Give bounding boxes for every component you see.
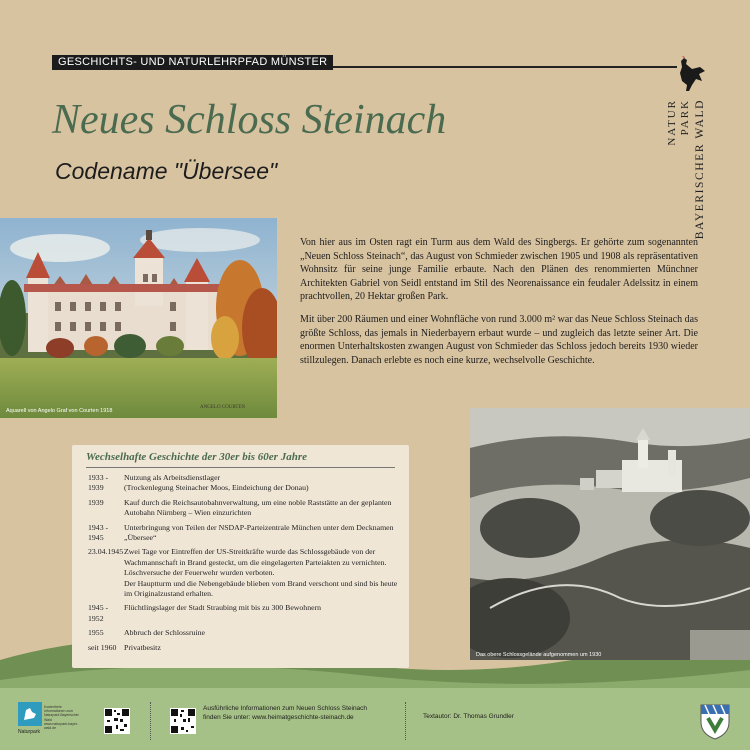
capercaillie-icon [672,55,706,93]
timeline-date: seit 1960 [88,642,117,652]
timeline-text: Kauf durch die Reichsautobahnverwaltung, um eine noble Raststätte an der geplanten Autobahn Nürnberg – Wien einzurichten [124,497,392,518]
qr-code-icon [170,708,196,734]
naturpark-logo [662,55,712,265]
footer-small-text [44,705,84,730]
timeline-date: 1945 - 1952 [88,603,109,623]
footer-divider [150,702,152,740]
timeline-entry [88,643,398,653]
timeline-date: 1955 [88,628,104,638]
timeline-text: Privatbesitz [124,642,161,652]
timeline-entry [88,498,398,519]
timeline-text: Flüchtlingslager der Stadt Straubing mit bis zu 300 Bewohnern [124,603,322,613]
painting-caption: Aquarell von Angelo Graf von Courten 1918 [6,408,113,414]
timeline-date: 1933 - 1939 [88,473,109,493]
historic-photo-image [470,408,750,660]
footer-small-line: Kostenfreie Informationen zum [44,705,73,714]
footer-divider [405,702,407,740]
municipal-coat-of-arms-icon [700,704,730,740]
intro-text [300,236,698,376]
qr-code-heimatgeschichte[interactable] [170,708,196,734]
historic-photo [470,408,750,660]
timeline-entry [88,523,398,544]
page-subtitle: Codename "Übersee" [55,158,278,184]
timeline-entry [88,603,398,624]
footer-info-link[interactable]: finden Sie unter: www.heimatgeschichte-steinach.de [203,713,354,721]
castle-painting-image [0,218,277,418]
timeline-entry [88,547,398,599]
timeline-date: 23.04.1945 [88,547,124,557]
timeline-title: Wechselhafte Geschichte der 30er bis 60er Jahre [86,451,307,463]
timeline-entry [88,473,398,494]
timeline-date: 1939 [88,497,104,507]
intro-paragraph-1: Von hier aus im Osten ragt ein Turm aus dem Wald des Singbergs. Er gehörte zum sogenannten „Neuen Schloss Steinach“, das August von Schmieder zwischen 1905 und 1908 als repräsentativen Wohnsitz für seine junge Familie erbaute. Nach den Plänen des renommierten Münchner Architekten Gabriel von Seidl entstand im Stil des Neorenaissance ein feudaler Adelssitz in einem prachtvollen, 20 Hektar großen Park. [300,237,698,303]
timeline-box [72,445,409,668]
timeline-list [88,473,398,657]
logo-line-natur: NATUR [666,99,678,146]
page-title: Neues Schloss Steinach [52,97,447,143]
intro-paragraph-2: Mit über 200 Räumen und einer Wohnfläche von rund 3.000 m² war das Neue Schloss Steinach das größte Schloss, das jemals in Niederbayern erbaut wurde – und zugleich das letzte seiner Art. Die enormen Unterhaltskosten zwangen August von Schmieder das Schloss jedoch bereits 1930 wieder stillzulegen. Danach erlebte es noch eine kurze, wechselvolle Geschichte. [300,313,698,366]
timeline-text: Zwei Tage vor Eintreffen der US-Streitkräfte wurde das Schlossgebäude von der Wachmannschaft in Brand gesteckt, um die eingelagerten Parteiakten zu vernichten. Löschversuche der Feuerwehr wurden verboten. Der Hauptturm und die Nebengebäude blieben vom Brand verschont und sind bis heute im Originalzustand erhalten. [124,547,398,599]
timeline-text: Nutzung als Arbeitsdienstlager (Trockenlegung Steinacher Moos, Eindeichung der Donau) [124,473,309,493]
photo-caption: Das obere Schlossgelände aufgenommen um 1930 [476,652,602,658]
timeline-rule [86,467,395,468]
footer-small-line: www.naturpark-bayer-wald.de [44,721,79,731]
qr-code-naturpark[interactable] [104,708,130,734]
footer-logo-label: Naturpark [18,729,40,734]
series-label: GESCHICHTS- UND NATURLEHRPFAD MÜNSTER [52,55,333,70]
footer-small-line: Naturpark Bayerischer Wald [44,713,79,722]
naturpark-footer-logo [18,702,44,734]
logo-line-park: PARK [679,99,691,136]
footer-info [203,705,367,722]
timeline-text: Abbruch der Schlossruine [124,628,205,638]
footer-author: Textautor: Dr. Thomas Grundler [423,713,514,720]
painting-signature: ANGELO COURTEN [200,405,246,410]
logo-line-bayerischer-wald: BAYERISCHER WALD [694,99,706,240]
qr-code-icon [104,708,130,734]
timeline-date: 1943 - 1945 [88,522,109,543]
castle-painting [0,218,277,418]
timeline-entry [88,628,398,638]
footer-info-line: Ausführliche Informationen zum Neuen Schloss Steinach [203,705,368,712]
timeline-text: Unterbringung von Teilen der NSDAP-Parteizentrale München unter dem Decknamen „Übersee“ [124,522,394,543]
